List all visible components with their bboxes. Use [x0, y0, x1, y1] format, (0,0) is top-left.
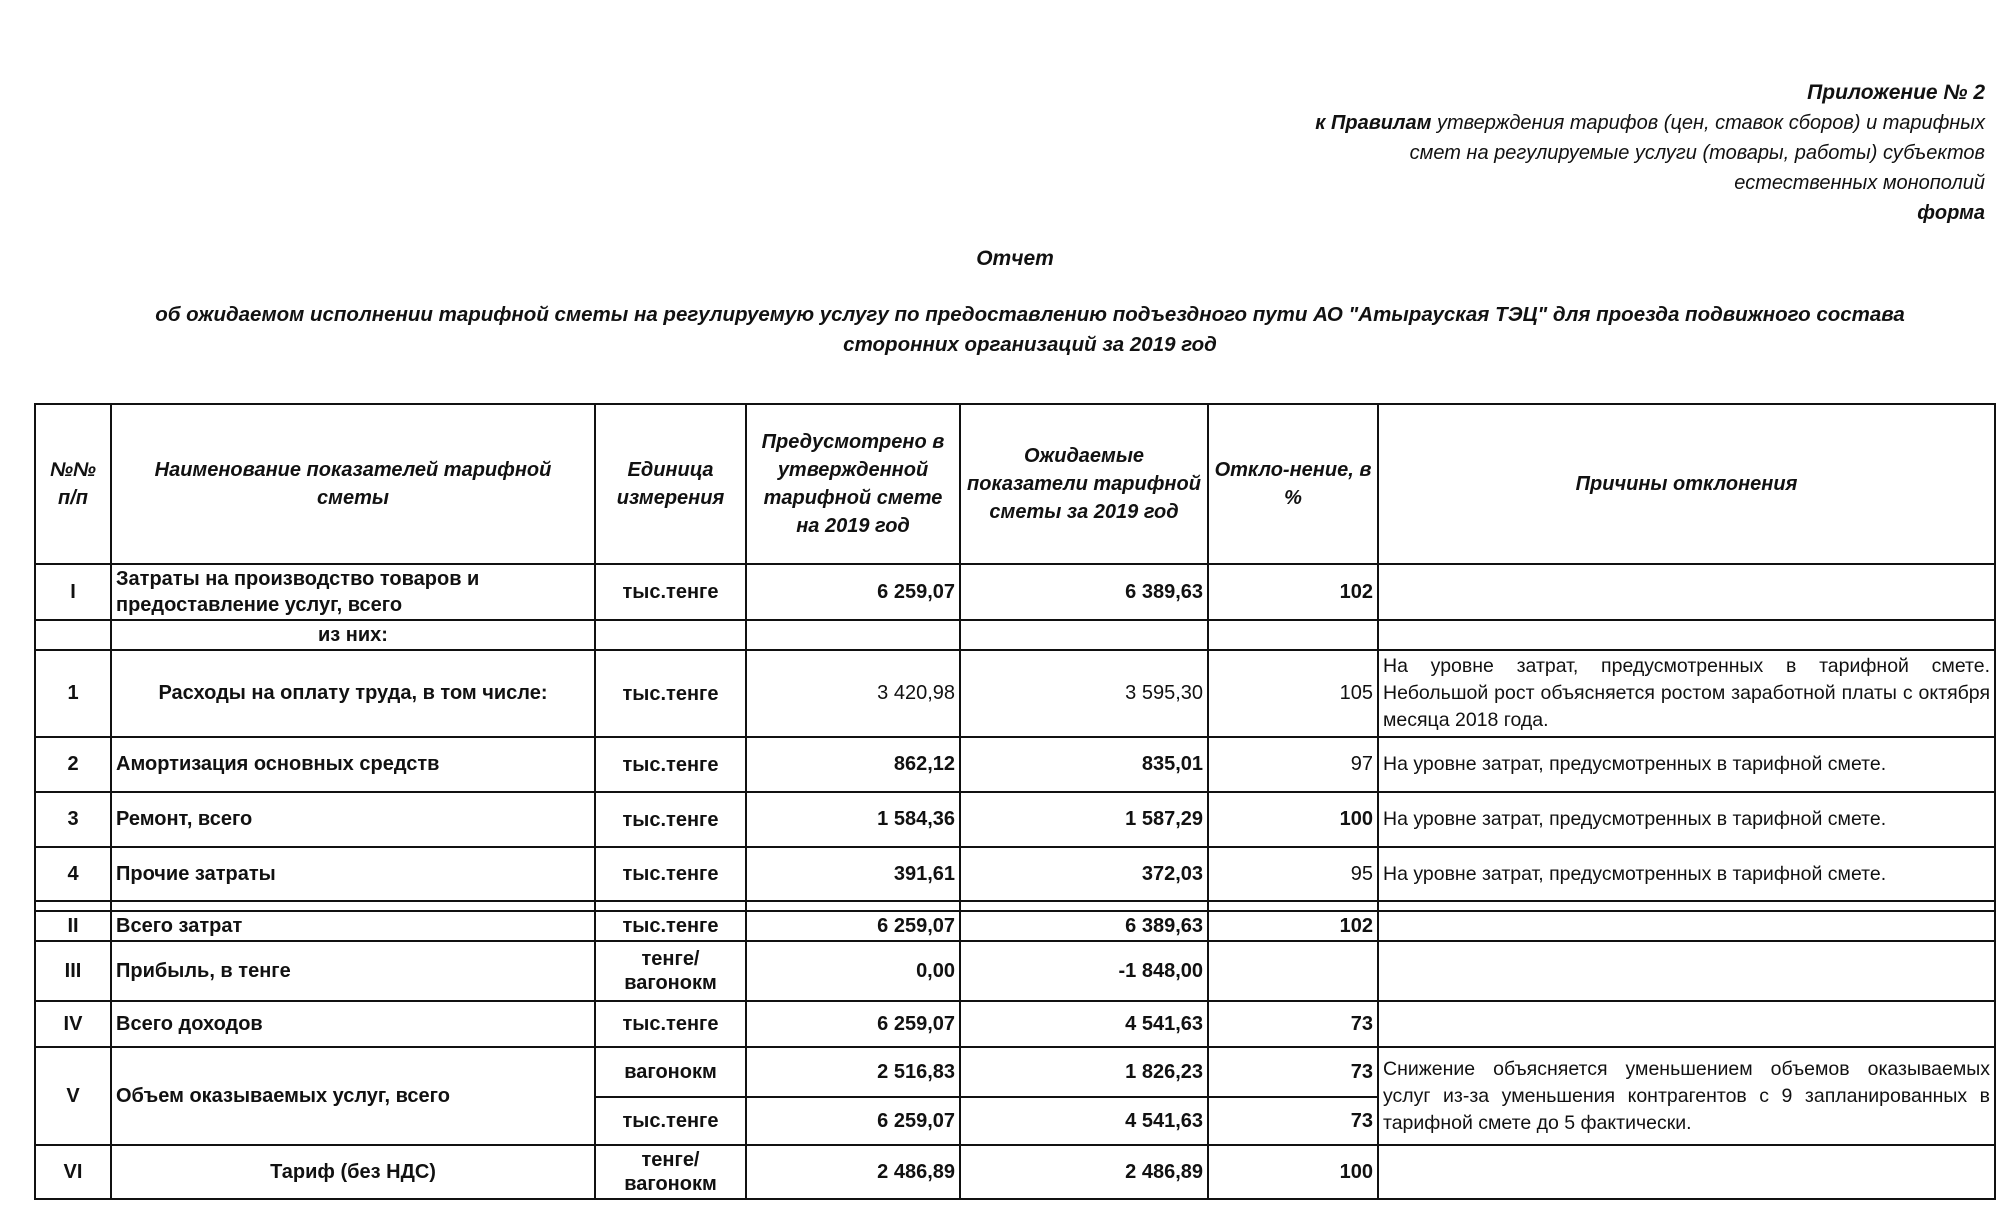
table-row: [35, 737, 1995, 792]
row-expected: 3 595,30: [960, 650, 1208, 737]
table-spacer-row: [35, 901, 1995, 911]
row-name: Прибыль, в тенге: [111, 941, 595, 1001]
table-row: [35, 1145, 1995, 1199]
report-subtitle-line-1: об ожидаемом исполнении тарифной сметы на регулируемую услугу по предоставлению подъездного пути АО "Атырауская ТЭЦ" для проезда подвижного состава: [155, 303, 1905, 326]
row-deviation: 100: [1208, 792, 1378, 847]
row-expected: 835,01: [960, 737, 1208, 792]
row-expected: 6 389,63: [960, 911, 1208, 941]
table-row: [35, 650, 1995, 737]
table-row: [35, 620, 1995, 650]
row-unit: тыс.тенге: [595, 911, 746, 941]
header-expected: Ожидаемые показатели тарифной сметы за 2019 год: [960, 404, 1208, 564]
table-row: [35, 911, 1995, 941]
row-expected: 6 389,63: [960, 564, 1208, 620]
row-planned: 862,12: [746, 737, 960, 792]
row-planned: 2 516,83: [746, 1047, 960, 1097]
appendix-number: Приложение № 2: [1807, 81, 1985, 104]
row-name: Прочие затраты: [111, 847, 595, 901]
row-name: Всего затрат: [111, 911, 595, 941]
row-expected: 372,03: [960, 847, 1208, 901]
row-unit: тенге/ вагонокм: [595, 941, 746, 1001]
row-planned: 6 259,07: [746, 911, 960, 941]
row-planned: 6 259,07: [746, 564, 960, 620]
row-planned: 2 486,89: [746, 1145, 960, 1199]
row-deviation: 73: [1208, 1047, 1378, 1097]
rules-bold: к Правилам: [1315, 112, 1432, 134]
rules-line-3: естественных монополий: [1734, 172, 1985, 194]
row-deviation: 105: [1208, 650, 1378, 737]
table-row: [35, 1047, 1995, 1097]
row-num: IV: [35, 1001, 111, 1047]
row-unit: тыс.тенге: [595, 564, 746, 620]
row-deviation: 100: [1208, 1145, 1378, 1199]
row-planned: 0,00: [746, 941, 960, 1001]
row-unit: вагонокм: [595, 1047, 746, 1097]
rules-line-1: [1085, 108, 1985, 138]
report-title: Отчет: [976, 247, 1054, 270]
row-name: из них:: [111, 620, 595, 650]
row-expected: 4 541,63: [960, 1001, 1208, 1047]
row-num: 4: [35, 847, 111, 901]
row-reason: [1378, 1145, 1995, 1199]
tariff-report-table: [34, 403, 1996, 1200]
rules-line-2: смет на регулируемые услуги (товары, работы) субъектов: [1409, 142, 1985, 164]
row-reason: На уровне затрат, предусмотренных в тарифной смете. Небольшой рост объясняется ростом заработной платы с октября месяца 2018 года.: [1378, 650, 1995, 737]
row-num: III: [35, 941, 111, 1001]
row-deviation: 97: [1208, 737, 1378, 792]
row-reason: На уровне затрат, предусмотренных в тарифной смете.: [1378, 737, 1995, 792]
row-num: VI: [35, 1145, 111, 1199]
row-name: Тариф (без НДС): [111, 1145, 595, 1199]
report-subtitle: [50, 300, 1997, 360]
row-num: II: [35, 911, 111, 941]
row-reason: [1378, 564, 1995, 620]
header-deviation: Откло-нение, в %: [1208, 404, 1378, 564]
row-reason: [1378, 911, 1995, 941]
row-num: 1: [35, 650, 111, 737]
rules-text: утверждения тарифов (цен, ставок сборов) и тарифных: [1436, 112, 1985, 134]
header-num: №№ п/п: [35, 404, 111, 564]
row-planned: 6 259,07: [746, 1097, 960, 1145]
row-expected: 1 826,23: [960, 1047, 1208, 1097]
row-deviation: 95: [1208, 847, 1378, 901]
row-name: Всего доходов: [111, 1001, 595, 1047]
row-name: Расходы на оплату труда, в том числе:: [111, 650, 595, 737]
row-unit: тыс.тенге: [595, 847, 746, 901]
row-num: V: [35, 1047, 111, 1145]
row-expected: -1 848,00: [960, 941, 1208, 1001]
row-unit: тыс.тенге: [595, 737, 746, 792]
row-reason: [1378, 1001, 1995, 1047]
row-deviation: 102: [1208, 911, 1378, 941]
report-subtitle-line-2: сторонних организаций за 2019 год: [843, 333, 1217, 356]
row-planned: 391,61: [746, 847, 960, 901]
row-reason: [1378, 941, 1995, 1001]
table-header-row: [35, 404, 1995, 564]
row-reason: Снижение объясняется уменьшением объемов оказываемых услуг из-за уменьшения контрагентов с 9 запланированных в тарифной смете до 5 фактически.: [1378, 1047, 1995, 1145]
row-name: Объем оказываемых услуг, всего: [111, 1047, 595, 1145]
row-planned: 1 584,36: [746, 792, 960, 847]
row-unit: тыс.тенге: [595, 1097, 746, 1145]
row-expected: 4 541,63: [960, 1097, 1208, 1145]
row-reason: На уровне затрат, предусмотренных в тарифной смете.: [1378, 792, 1995, 847]
row-deviation: 102: [1208, 564, 1378, 620]
row-num: I: [35, 564, 111, 620]
table-row: [35, 564, 1995, 620]
table-row: [35, 792, 1995, 847]
table-row: [35, 1001, 1995, 1047]
row-unit: тыс.тенге: [595, 650, 746, 737]
row-expected: 2 486,89: [960, 1145, 1208, 1199]
appendix-header: [1085, 78, 1985, 228]
row-deviation: [1208, 941, 1378, 1001]
row-unit: тыс.тенге: [595, 1001, 746, 1047]
table-row: [35, 941, 1995, 1001]
row-planned: 3 420,98: [746, 650, 960, 737]
row-name: Амортизация основных средств: [111, 737, 595, 792]
row-num: 3: [35, 792, 111, 847]
row-unit: тыс.тенге: [595, 792, 746, 847]
header-planned: Предусмотрено в утвержденной тарифной смете на 2019 год: [746, 404, 960, 564]
row-unit: тенге/ вагонокм: [595, 1145, 746, 1199]
table-row: [35, 847, 1995, 901]
header-unit: Единица измерения: [595, 404, 746, 564]
row-reason: На уровне затрат, предусмотренных в тарифной смете.: [1378, 847, 1995, 901]
row-name: Затраты на производство товаров и предоставление услуг, всего: [111, 564, 595, 620]
row-deviation: 73: [1208, 1097, 1378, 1145]
row-num: 2: [35, 737, 111, 792]
row-deviation: 73: [1208, 1001, 1378, 1047]
row-expected: 1 587,29: [960, 792, 1208, 847]
form-label: форма: [1917, 202, 1985, 224]
row-name: Ремонт, всего: [111, 792, 595, 847]
row-planned: 6 259,07: [746, 1001, 960, 1047]
header-reason: Причины отклонения: [1378, 404, 1995, 564]
header-name: Наименование показателей тарифной сметы: [111, 404, 595, 564]
